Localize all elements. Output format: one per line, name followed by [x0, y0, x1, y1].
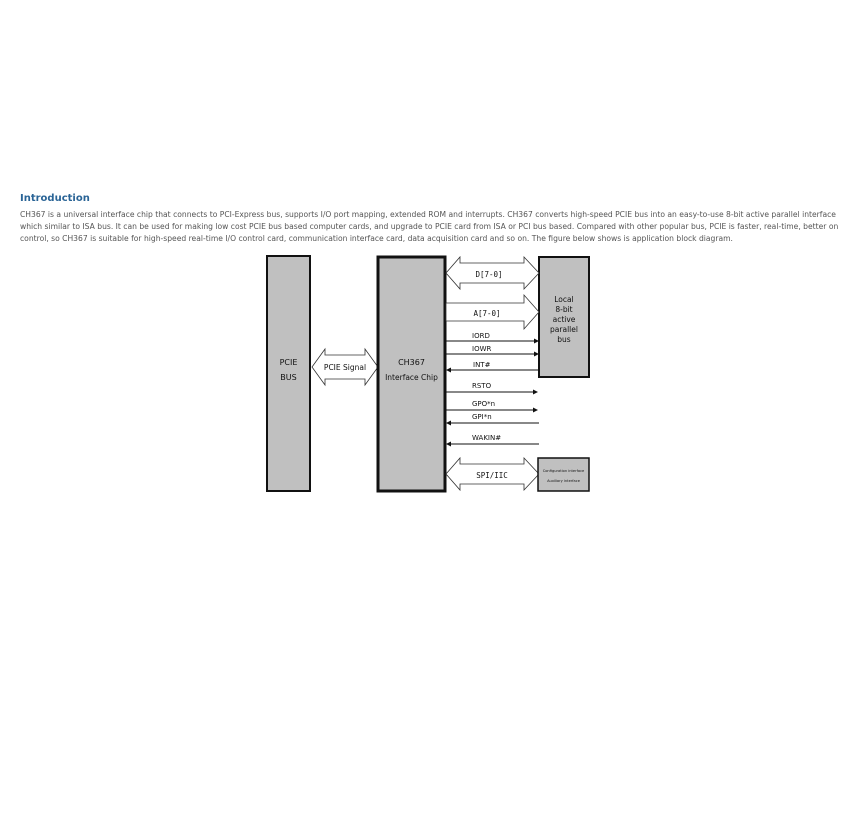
rsto-label: RSTO: [472, 382, 492, 390]
local-bus-label-3: active: [552, 315, 576, 324]
wakin-signal: [446, 434, 539, 447]
intro-paragraph: CH367 is a universal interface chip that connects to PCI-Express bus, supports I/O port mapping, extended ROM and interrupts. CH367 converts high-speed PCIE bus into an easy-to-use 8-bit active parallel interface which similar to ISA bus. It can be used for making low cost PCIE bus based computer cards, and upgrade to PCIE card from ISA or PCI bus based. Compared with other popular bus, PCIE is faster, real-time, better on control, so CH367 is suitable for high-speed real-time I/O control card, communication interface card, data acquisition card and so on. The figure below shows is application block diagram.: [20, 210, 839, 243]
int-signal: [446, 361, 539, 373]
chip-label-1: CH367: [398, 358, 425, 367]
local-bus-box: [539, 257, 589, 377]
chip-label-2: Interface Chip: [385, 373, 438, 382]
iowr-signal: [446, 345, 539, 357]
local-bus-label-5: bus: [557, 335, 571, 344]
ch367-chip-box: [378, 257, 445, 491]
int-label: INT#: [473, 361, 491, 369]
section-heading: Introduction: [20, 193, 90, 204]
rsto-signal: [446, 382, 538, 395]
iowr-label: IOWR: [472, 345, 492, 353]
local-bus-label-2: 8-bit: [555, 305, 573, 314]
pcie-signal-arrow: [312, 349, 378, 385]
local-bus-label-1: Local: [554, 295, 574, 304]
gpi-signal: [446, 413, 539, 426]
spi-iic-arrow: [446, 458, 539, 490]
data-bus-label: D[7-0]: [475, 270, 503, 279]
local-bus-label-4: parallel: [550, 325, 578, 334]
config-label-1: Configuration interface: [542, 469, 585, 473]
spi-iic-label: SPI/IIC: [476, 471, 508, 480]
pcie-bus-label-1: PCIE: [279, 358, 298, 367]
iord-label: IORD: [472, 332, 490, 340]
config-interface-box: [538, 458, 589, 491]
iord-signal: [446, 332, 539, 344]
gpo-label: GPO*n: [472, 400, 496, 408]
address-bus-arrow: [446, 295, 539, 329]
config-label-2: Auxiliary interface: [547, 479, 580, 483]
introduction-section: [20, 192, 840, 245]
address-bus-label: A[7-0]: [473, 309, 501, 318]
pcie-bus-label-2: BUS: [280, 373, 297, 382]
data-bus-arrow: [446, 257, 539, 289]
pcie-bus-box: [267, 256, 310, 491]
gpo-signal: [446, 400, 538, 413]
application-block-diagram: [262, 252, 596, 496]
wakin-label: WAKIN#: [472, 434, 502, 442]
gpi-label: GPI*n: [472, 413, 492, 421]
pcie-signal-label: PCIE Signal: [323, 363, 367, 372]
